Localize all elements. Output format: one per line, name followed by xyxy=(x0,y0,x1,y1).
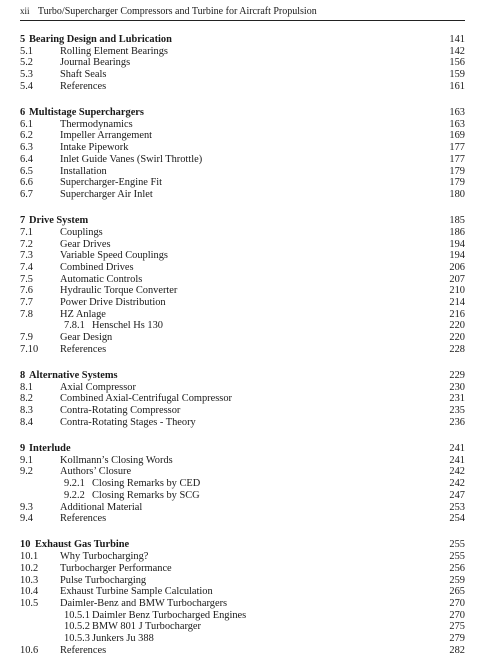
toc-page-number: 194 xyxy=(449,250,465,262)
toc-page-number: 236 xyxy=(449,416,465,428)
toc-page-number: 159 xyxy=(449,69,465,81)
toc-section-row[interactable] xyxy=(20,262,465,274)
toc-title: Drive System xyxy=(29,215,89,227)
toc-title: Multistage Superchargers xyxy=(29,107,144,118)
toc-section-row[interactable] xyxy=(20,332,465,344)
toc-number: 6 xyxy=(20,107,26,118)
toc-title: Contra-Rotating Compressor xyxy=(60,405,181,417)
running-header xyxy=(20,5,465,21)
toc-title: Couplings xyxy=(60,226,103,238)
toc-title: Power Drive Distribution xyxy=(60,297,166,308)
toc-section-row[interactable] xyxy=(20,598,465,610)
toc-page-number: 185 xyxy=(449,215,465,227)
toc-title: Why Turbocharging? xyxy=(60,551,149,563)
toc-chapter-row[interactable] xyxy=(20,34,465,46)
toc-title: Kollmann’s Closing Words xyxy=(60,454,173,466)
toc-title: References xyxy=(60,513,107,525)
toc-section-row[interactable] xyxy=(20,455,465,467)
toc-section-row[interactable] xyxy=(20,417,465,429)
toc-title: Intake Pipework xyxy=(60,142,129,154)
toc-page-number: 206 xyxy=(449,261,465,273)
toc-section-row[interactable] xyxy=(20,57,465,69)
toc-section-row[interactable] xyxy=(20,274,465,286)
toc-number: 8.3 xyxy=(20,405,33,417)
toc-title: Gear Design xyxy=(60,332,113,344)
toc-chapter-row[interactable] xyxy=(20,215,465,227)
toc-page-number: 180 xyxy=(449,188,465,200)
toc-number: 5.4 xyxy=(20,80,33,92)
toc-page-number: 282 xyxy=(449,644,465,656)
toc-number: 10.5 xyxy=(20,597,39,609)
toc-title: References xyxy=(60,644,107,656)
toc-subsection-row[interactable] xyxy=(20,320,465,332)
toc-subsection-row[interactable] xyxy=(20,478,465,490)
toc-number: 8.2 xyxy=(20,393,33,405)
toc-page-number: 220 xyxy=(449,320,465,332)
toc-number: 9.1 xyxy=(20,454,33,466)
toc-section-row[interactable] xyxy=(20,513,465,525)
toc-number: 5.2 xyxy=(20,57,33,69)
toc-section-row[interactable] xyxy=(20,81,465,93)
toc-number: 7.2 xyxy=(20,238,33,250)
toc-page-number: 179 xyxy=(449,177,465,189)
toc-number: 6.2 xyxy=(20,130,33,142)
toc-section-row[interactable] xyxy=(20,297,465,309)
toc-section-row[interactable] xyxy=(20,309,465,321)
toc-section-row[interactable] xyxy=(20,645,465,657)
toc-section-row[interactable] xyxy=(20,551,465,563)
toc-page-number: 247 xyxy=(449,489,465,501)
toc-title: Turbocharger Performance xyxy=(60,562,172,574)
toc-section-row[interactable] xyxy=(20,382,465,394)
toc-page-number: 228 xyxy=(449,343,465,355)
toc-section-row[interactable] xyxy=(20,285,465,297)
toc-title: HZ Anlage xyxy=(60,308,106,320)
toc-number: 10.4 xyxy=(20,586,39,598)
toc-page-number: 235 xyxy=(449,405,465,417)
toc-title: References xyxy=(60,343,107,355)
toc-page-number: 161 xyxy=(449,80,465,92)
toc-page-number: 241 xyxy=(449,454,465,466)
toc-page-number: 231 xyxy=(449,393,465,405)
toc-title: Impeller Arrangement xyxy=(60,130,153,142)
toc-page-number: 270 xyxy=(449,609,465,621)
toc-chapter-row[interactable] xyxy=(20,539,465,551)
toc-page-number: 169 xyxy=(449,130,465,142)
toc-number: 10.1 xyxy=(20,551,39,563)
toc-section-row[interactable] xyxy=(20,69,465,81)
toc-title: Alternative Systems xyxy=(29,370,118,381)
toc-title: Exhaust Turbine Sample Calculation xyxy=(60,586,213,598)
toc-title: Contra-Rotating Stages - Theory xyxy=(60,416,196,428)
toc-section-row[interactable] xyxy=(20,586,465,598)
toc-number: 9.3 xyxy=(20,501,33,513)
toc-section-row[interactable] xyxy=(20,466,465,478)
toc-number: 5 xyxy=(20,34,26,45)
toc-page-number: 230 xyxy=(449,381,465,393)
toc-section-row[interactable] xyxy=(20,227,465,239)
toc-section-row[interactable] xyxy=(20,166,465,178)
toc-title: Rolling Element Bearings xyxy=(60,45,168,57)
toc-page-number: 242 xyxy=(449,466,465,478)
toc-number: 8 xyxy=(20,370,26,381)
toc-number: 10.2 xyxy=(20,562,39,574)
toc-chapter-row[interactable] xyxy=(20,370,465,382)
toc-number: 6.5 xyxy=(20,165,33,177)
toc-number: 7.6 xyxy=(20,285,33,297)
toc-title: Henschel Hs 130 xyxy=(92,320,163,332)
toc-page-number: 253 xyxy=(449,501,465,513)
toc-subsection-row[interactable] xyxy=(20,621,465,633)
toc-title: Gear Drives xyxy=(60,238,111,250)
toc-page-number: 141 xyxy=(449,34,465,45)
toc-subsection-row[interactable] xyxy=(20,633,465,645)
toc-page-number: 229 xyxy=(449,370,465,381)
toc-title: Authors’ Closure xyxy=(60,466,132,478)
page-numeral: xii xyxy=(20,6,30,16)
toc-section-row[interactable] xyxy=(20,405,465,417)
toc-number: 7 xyxy=(20,215,26,227)
toc-title: BMW 801 J Turbocharger xyxy=(92,621,202,633)
toc-number: 7.10 xyxy=(20,343,39,355)
toc-title: Exhaust Gas Turbine xyxy=(35,539,130,551)
toc-section-row[interactable] xyxy=(20,46,465,58)
toc-title: Closing Remarks by SCG xyxy=(92,489,200,501)
toc-number: 5.1 xyxy=(20,45,33,57)
toc-page-number: 216 xyxy=(449,308,465,320)
toc-number: 9 xyxy=(20,443,26,454)
toc-section-row[interactable] xyxy=(20,177,465,189)
toc-number: 7.8.1 xyxy=(64,320,85,332)
toc-section-row[interactable] xyxy=(20,575,465,587)
toc-title: Daimler-Benz and BMW Turbochargers xyxy=(60,597,228,609)
toc-number: 9.4 xyxy=(20,513,33,525)
toc-number: 6.1 xyxy=(20,118,33,130)
toc-title: Combined Drives xyxy=(60,261,134,273)
toc-number: 7.8 xyxy=(20,308,33,320)
toc-section-row[interactable] xyxy=(20,142,465,154)
toc-chapter-row[interactable] xyxy=(20,443,465,455)
book-title: Turbo/Supercharger Compressors and Turbine for Aircraft Propulsion xyxy=(37,6,317,17)
toc-chapter-row[interactable] xyxy=(20,107,465,119)
toc-page-number: 177 xyxy=(449,142,465,154)
toc-page-number: 179 xyxy=(449,165,465,177)
toc-page-number: 156 xyxy=(449,57,465,69)
toc-number: 5.3 xyxy=(20,69,33,81)
toc-number: 7.9 xyxy=(20,332,33,344)
toc-title: Thermodynamics xyxy=(60,118,133,130)
toc-title: Installation xyxy=(60,165,107,177)
toc-section-row[interactable] xyxy=(20,502,465,514)
toc-section-row[interactable] xyxy=(20,189,465,201)
toc-page-number: 214 xyxy=(449,297,465,308)
toc-number: 6.3 xyxy=(20,142,33,154)
toc-number: 8.1 xyxy=(20,381,33,393)
toc-page-number: 265 xyxy=(449,586,465,598)
toc-section-row[interactable] xyxy=(20,250,465,262)
toc-title: Supercharger Air Inlet xyxy=(60,188,153,200)
toc-title: Closing Remarks by CED xyxy=(92,478,201,490)
toc-number: 7.5 xyxy=(20,273,33,285)
toc-section-row[interactable] xyxy=(20,393,465,405)
toc-number: 6.6 xyxy=(20,177,33,189)
toc-title: Supercharger-Engine Fit xyxy=(60,177,163,189)
toc-title: Additional Material xyxy=(60,501,143,513)
toc-page-number: 177 xyxy=(449,153,465,165)
toc-section-row[interactable] xyxy=(20,563,465,575)
toc-page-number: 163 xyxy=(449,118,465,130)
toc-number: 10.5.3 xyxy=(64,633,90,644)
toc-subsection-row[interactable] xyxy=(20,490,465,502)
toc-section-row[interactable] xyxy=(20,130,465,142)
toc-page-number: 142 xyxy=(449,45,465,57)
toc-title: References xyxy=(60,80,107,92)
toc-page-number: 275 xyxy=(449,621,465,633)
toc-number: 10.3 xyxy=(20,574,39,586)
toc-number: 10.5.2 xyxy=(64,621,90,633)
toc-number: 9.2 xyxy=(20,466,33,478)
toc-section-row[interactable] xyxy=(20,119,465,131)
toc-title: Axial Compressor xyxy=(60,381,136,393)
toc-title: Interlude xyxy=(29,443,71,454)
toc-number: 10.6 xyxy=(20,644,39,656)
toc-page-number: 194 xyxy=(449,238,465,250)
toc-page-number: 242 xyxy=(449,478,465,490)
toc-page-number: 241 xyxy=(449,443,465,454)
toc-number: 9.2.2 xyxy=(64,489,85,501)
toc-title: Hydraulic Torque Converter xyxy=(60,285,178,297)
toc-page-number: 210 xyxy=(449,285,465,297)
toc-number: 7.3 xyxy=(20,250,33,262)
toc-page-number: 279 xyxy=(449,633,465,644)
toc-page-number: 256 xyxy=(449,562,465,574)
toc-title: Journal Bearings xyxy=(60,57,131,69)
toc-number: 8.4 xyxy=(20,416,33,428)
toc-section-row[interactable] xyxy=(20,154,465,166)
toc-title: Combined Axial-Centrifugal Compressor xyxy=(60,393,232,405)
toc-title: Junkers Ju 388 xyxy=(92,633,154,644)
toc-page-number: 255 xyxy=(449,551,465,563)
toc-number: 7.1 xyxy=(20,226,33,238)
toc-section-row[interactable] xyxy=(20,344,465,356)
toc-page-number: 163 xyxy=(449,107,465,118)
toc-number: 7.4 xyxy=(20,261,33,273)
toc-title: Variable Speed Couplings xyxy=(60,250,168,262)
toc-number: 6.4 xyxy=(20,153,33,165)
toc-number: 6.7 xyxy=(20,188,33,200)
toc-page-number: 259 xyxy=(449,574,465,586)
toc-title: Shaft Seals xyxy=(60,69,107,81)
toc-title: Inlet Guide Vanes (Swirl Throttle) xyxy=(60,153,203,165)
toc-title: Automatic Controls xyxy=(60,273,143,285)
toc-page-number: 186 xyxy=(449,226,465,238)
toc-number: 10 xyxy=(20,539,31,551)
toc-number: 9.2.1 xyxy=(64,478,85,490)
toc-number: 7.7 xyxy=(20,297,33,308)
toc-section-row[interactable] xyxy=(20,239,465,251)
toc-page-number: 220 xyxy=(449,332,465,344)
toc-subsection-row[interactable] xyxy=(20,610,465,622)
toc-page-number: 270 xyxy=(449,597,465,609)
toc-title: Pulse Turbocharging xyxy=(60,574,147,586)
toc-page-number: 255 xyxy=(449,539,465,551)
toc-page-number: 207 xyxy=(449,273,465,285)
toc-page-number: 254 xyxy=(449,513,465,525)
toc-title: Bearing Design and Lubrication xyxy=(29,34,172,45)
toc-title: Daimler Benz Turbocharged Engines xyxy=(92,609,247,621)
toc-number: 10.5.1 xyxy=(64,609,90,621)
